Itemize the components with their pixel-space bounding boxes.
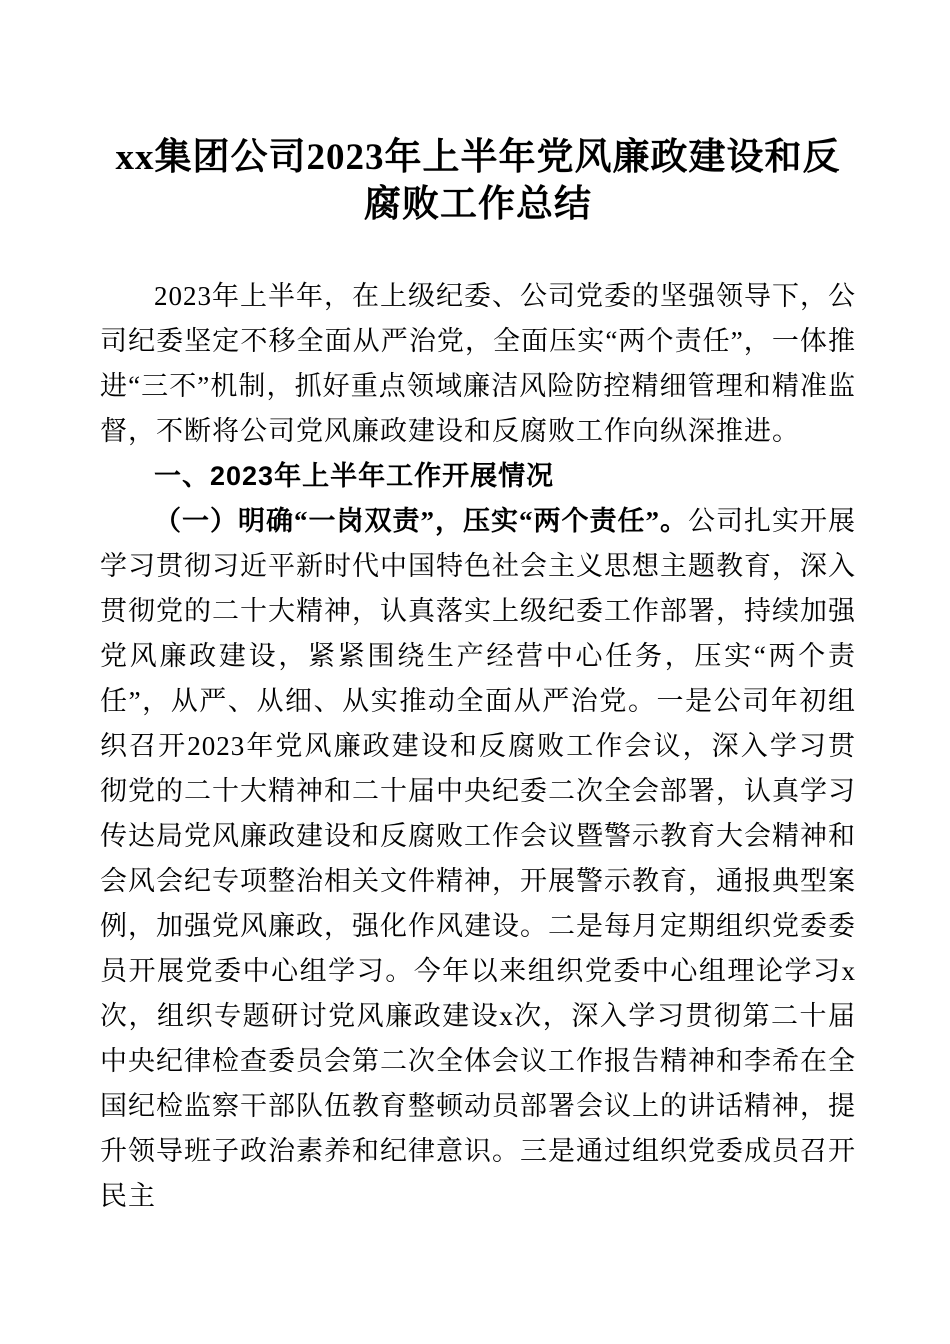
section-heading-work-progress: 一、2023年上半年工作开展情况 bbox=[154, 461, 555, 491]
section1-item1-paragraph bbox=[100, 499, 856, 1219]
section1-item1-lead: （一）明确“一岗双责”，压实“两个责任”。 bbox=[154, 506, 688, 536]
section1-item1-body: 公司扎实开展学习贯彻习近平新时代中国特色社会主义思想主题教育，深入贯彻党的二十大精神，认真落实上级纪委工作部署，持续加强党风廉政建设，紧紧围绕生产经营中心任务，压实“两个责任”，从严、从细、从实推动全面从严治党。一是公司年初组织召开2023年党风廉政建设和反腐败工作会议，深入学习贯彻党的二十大精神和二十届中央纪委二次全会部署，认真学习传达局党风廉政建设和反腐败工作会议暨警示教育大会精神和会风会纪专项整治相关文件精神，开展警示教育，通报典型案例，加强党风廉政，强化作风建设。二是每月定期组织党委委员开展党委中心组学习。今年以来组织党委中心组理论学习x次，组织专题研讨党风廉政建设x次，深入学习贯彻第二十届中央纪律检查委员会第二次全体会议工作报告精神和李希在全国纪检监察干部队伍教育整顿动员部署会议上的讲话精神，提升领导班子政治素养和纪律意识。三是通过组织党委成员召开民主 bbox=[100, 506, 856, 1211]
document-title: xx集团公司2023年上半年党风廉政建设和反腐败工作总结 bbox=[115, 137, 841, 225]
intro-paragraph: 2023年上半年，在上级纪委、公司党委的坚强领导下，公司纪委坚定不移全面从严治党，全面压实“两个责任”，一体推进“三不”机制，抓好重点领域廉洁风险防控精细管理和精准监督，不断将公司党风廉政建设和反腐败工作向纵深推进。 bbox=[100, 281, 856, 446]
